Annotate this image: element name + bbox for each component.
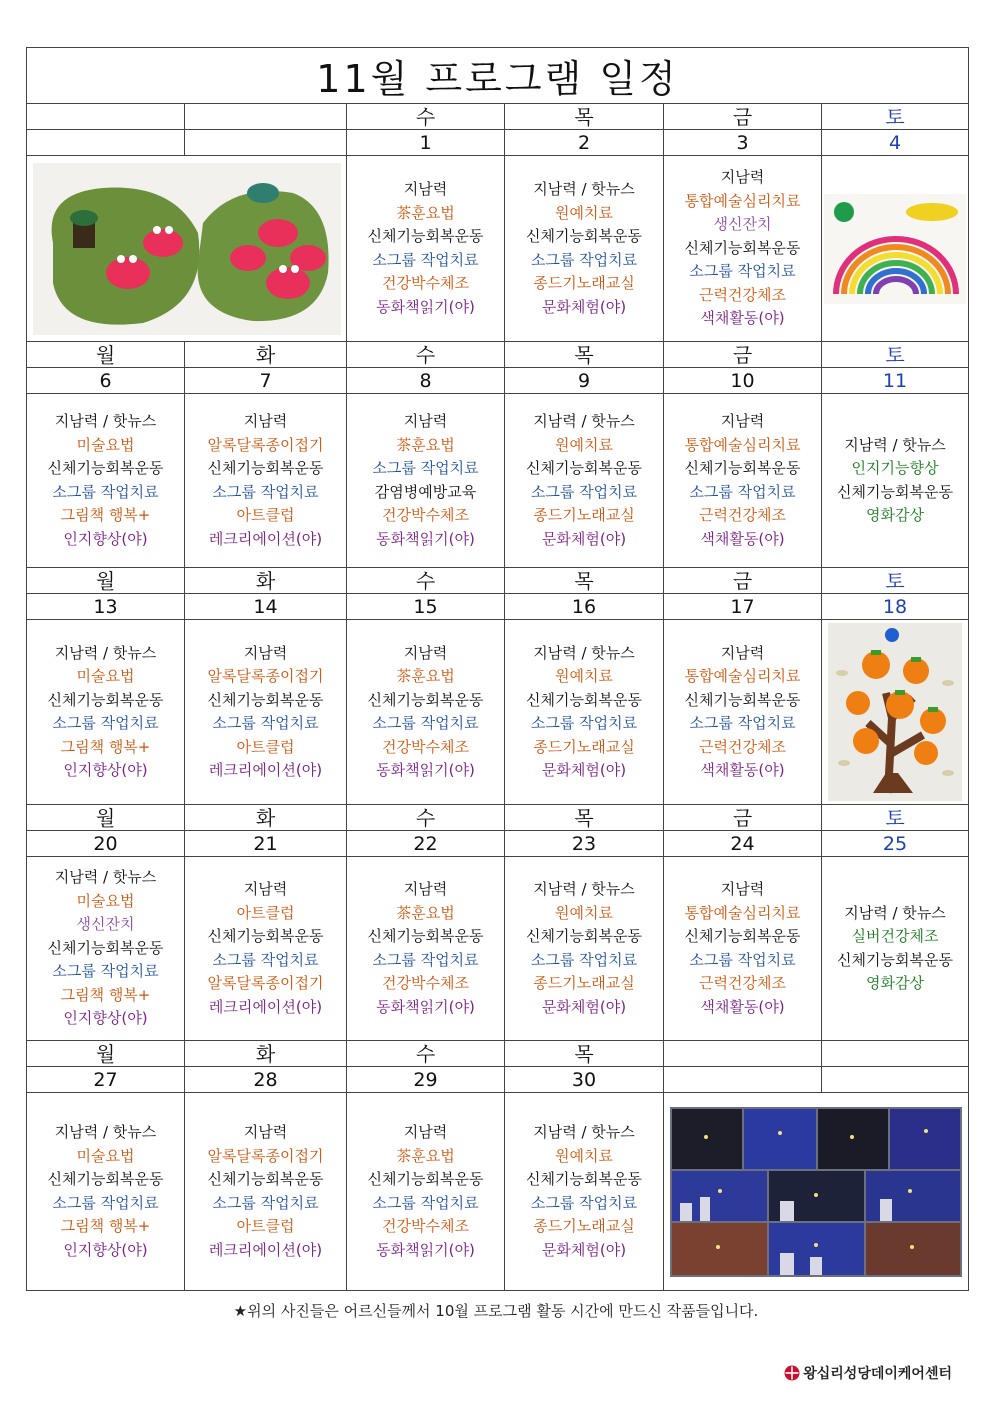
program-item: 소그룹 작업치료 bbox=[530, 950, 638, 969]
date-row bbox=[27, 1067, 969, 1093]
program-item: 그림책 행복+ bbox=[60, 985, 151, 1004]
program-item: 茶훈요법 bbox=[396, 203, 455, 222]
program-item: 소그룹 작업치료 bbox=[52, 1193, 159, 1212]
program-cell bbox=[27, 1093, 185, 1291]
program-cell bbox=[27, 620, 185, 805]
program-cell bbox=[185, 857, 347, 1041]
program-item: 소그룹 작업치료 bbox=[372, 459, 479, 477]
date-cell: 23 bbox=[505, 831, 664, 857]
program-item: 문화체험(야) bbox=[541, 297, 627, 316]
date-cell: 25 bbox=[822, 831, 969, 857]
program-item: 신체기능회복운동 bbox=[47, 459, 164, 477]
program-item: 근력건강체조 bbox=[699, 974, 786, 992]
program-cell bbox=[664, 620, 822, 805]
program-item: 레크리에이션(야) bbox=[208, 1240, 323, 1259]
program-item: 미술요법 bbox=[76, 891, 135, 910]
day-header-sat: 토 bbox=[822, 342, 969, 368]
program-item: 신체기능회복운동 bbox=[207, 1170, 324, 1188]
program-item: 인지기능향상 bbox=[851, 459, 939, 477]
program-item: 생신잔치 bbox=[76, 915, 135, 934]
date-cell: 11 bbox=[822, 368, 969, 394]
program-item: 소그룹 작업치료 bbox=[212, 1193, 319, 1212]
program-item: 원예치료 bbox=[555, 203, 613, 222]
program-cell bbox=[27, 394, 185, 568]
date-cell: 15 bbox=[347, 594, 505, 620]
program-item: 문화체험(야) bbox=[541, 997, 627, 1016]
day-header-sat: 토 bbox=[822, 568, 969, 594]
date-empty bbox=[822, 1067, 969, 1093]
program-row bbox=[27, 156, 969, 342]
program-item: 건강박수체조 bbox=[382, 974, 469, 992]
program-item: 그림책 행복+ bbox=[60, 506, 151, 524]
program-cell bbox=[505, 394, 664, 568]
program-item: 소그룹 작업치료 bbox=[689, 714, 796, 732]
program-item: 통합예술심리치료 bbox=[684, 435, 801, 454]
program-item: 신체기능회복운동 bbox=[837, 950, 953, 969]
program-item: 지남력 / 핫뉴스 bbox=[54, 1123, 157, 1141]
program-item: 소그룹 작업치료 bbox=[689, 262, 796, 281]
program-cell bbox=[185, 394, 347, 568]
program-item: 근력건강체조 bbox=[699, 737, 786, 756]
program-item: 신체기능회복운동 bbox=[367, 227, 484, 245]
date-cell: 18 bbox=[822, 594, 969, 620]
program-item: 지남력 / 핫뉴스 bbox=[54, 868, 157, 887]
program-item: 문화체험(야) bbox=[541, 1240, 627, 1259]
date-empty bbox=[664, 1067, 822, 1093]
program-item: 소그룹 작업치료 bbox=[212, 482, 319, 501]
program-cell bbox=[664, 857, 822, 1041]
program-item: 지남력 bbox=[720, 168, 765, 187]
program-item: 신체기능회복운동 bbox=[47, 938, 164, 957]
program-item: 영화감상 bbox=[866, 974, 924, 992]
date-cell: 21 bbox=[185, 831, 347, 857]
date-cell: 3 bbox=[664, 130, 822, 156]
day-header-row bbox=[27, 1041, 969, 1067]
date-cell: 4 bbox=[822, 130, 969, 156]
program-item: 원예치료 bbox=[555, 903, 613, 922]
program-item: 미술요법 bbox=[76, 435, 135, 454]
program-cell bbox=[822, 394, 969, 568]
program-item: 지남력 bbox=[243, 1123, 288, 1141]
program-item: 신체기능회복운동 bbox=[367, 1170, 484, 1188]
program-item: 동화책읽기(야) bbox=[376, 761, 475, 779]
program-item: 茶훈요법 bbox=[396, 903, 455, 922]
program-item: 인지향상(야) bbox=[63, 1009, 148, 1028]
program-item: 건강박수체조 bbox=[382, 1217, 469, 1235]
program-item: 지남력 bbox=[403, 180, 448, 198]
day-header-fri: 금 bbox=[664, 805, 822, 831]
program-cell bbox=[505, 156, 664, 342]
date-empty bbox=[27, 130, 185, 156]
program-item: 건강박수체조 bbox=[382, 274, 469, 292]
program-item: 아트클럽 bbox=[236, 506, 295, 524]
day-header-tue: 화 bbox=[185, 805, 347, 831]
day-header-row bbox=[27, 342, 969, 368]
program-item: 동화책읽기(야) bbox=[376, 1240, 475, 1259]
brand-name: 왕십리성당데이케어센터 bbox=[803, 1366, 952, 1382]
photo-cell bbox=[822, 620, 969, 805]
program-item: 근력건강체조 bbox=[699, 506, 786, 524]
day-header-wed: 수 bbox=[347, 1041, 505, 1067]
program-item: 지남력 / 핫뉴스 bbox=[54, 412, 157, 430]
program-item: 근력건강체조 bbox=[699, 285, 786, 304]
program-item: 색채활동(야) bbox=[700, 309, 785, 328]
program-item: 소그룹 작업치료 bbox=[52, 482, 159, 501]
day-header-tue: 화 bbox=[185, 1041, 347, 1067]
program-item: 영화감상 bbox=[866, 506, 924, 524]
program-item: 건강박수체조 bbox=[382, 737, 469, 756]
day-header-fri: 금 bbox=[664, 104, 822, 130]
date-cell: 29 bbox=[347, 1067, 505, 1093]
rainbow-drawing-photo bbox=[824, 194, 966, 304]
program-item: 아트클럽 bbox=[236, 903, 295, 922]
day-header-empty bbox=[664, 1041, 822, 1067]
date-cell: 7 bbox=[185, 368, 347, 394]
program-item: 레크리에이션(야) bbox=[208, 997, 323, 1016]
program-row bbox=[27, 394, 969, 568]
program-item: 알록달록종이접기 bbox=[207, 1146, 324, 1165]
program-item: 원예치료 bbox=[555, 667, 613, 685]
day-header-empty bbox=[822, 1041, 969, 1067]
program-item: 지남력 / 핫뉴스 bbox=[533, 880, 635, 898]
program-item: 지남력 bbox=[243, 412, 288, 430]
day-header-thu: 목 bbox=[505, 104, 664, 130]
program-item: 동화책읽기(야) bbox=[376, 297, 475, 316]
program-item: 지남력 / 핫뉴스 bbox=[844, 903, 946, 922]
day-header-sat: 토 bbox=[822, 805, 969, 831]
program-item: 지남력 bbox=[403, 643, 448, 662]
program-item: 인지향상(야) bbox=[63, 761, 148, 779]
program-cell bbox=[664, 394, 822, 568]
program-item: 소그룹 작업치료 bbox=[372, 714, 479, 732]
day-header-wed: 수 bbox=[347, 805, 505, 831]
footnote: ★위의 사진들은 어르신들께서 10월 프로그램 활동 시간에 만드신 작품들입니다. bbox=[233, 1302, 759, 1320]
program-item: 지남력 / 핫뉴스 bbox=[533, 412, 635, 430]
photo-cell bbox=[27, 156, 347, 342]
date-cell: 10 bbox=[664, 368, 822, 394]
program-cell bbox=[347, 857, 505, 1041]
day-header-row bbox=[27, 104, 969, 130]
program-cell bbox=[505, 1093, 664, 1291]
day-header-thu: 목 bbox=[505, 568, 664, 594]
program-cell bbox=[664, 156, 822, 342]
program-item: 茶훈요법 bbox=[396, 667, 455, 685]
program-row bbox=[27, 1093, 969, 1291]
program-item: 원예치료 bbox=[555, 435, 613, 454]
program-item: 소그룹 작업치료 bbox=[212, 714, 319, 732]
date-row bbox=[27, 831, 969, 857]
date-row bbox=[27, 594, 969, 620]
persimmon-tree-collage-photo bbox=[828, 623, 962, 801]
program-cell bbox=[505, 620, 664, 805]
day-header-thu: 목 bbox=[505, 805, 664, 831]
day-header-sat: 토 bbox=[822, 104, 969, 130]
program-item: 인지향상(야) bbox=[63, 1240, 148, 1259]
program-item: 茶훈요법 bbox=[396, 1146, 455, 1165]
program-item: 지남력 bbox=[720, 412, 765, 430]
date-cell: 30 bbox=[505, 1067, 664, 1093]
program-cell bbox=[27, 857, 185, 1041]
program-item: 종드기노래교실 bbox=[533, 737, 635, 756]
program-item: 신체기능회복운동 bbox=[526, 927, 642, 945]
program-item: 신체기능회복운동 bbox=[526, 690, 642, 709]
program-item: 신체기능회복운동 bbox=[526, 227, 642, 245]
program-item: 레크리에이션(야) bbox=[208, 761, 323, 779]
program-item: 신체기능회복운동 bbox=[684, 459, 801, 477]
program-item: 미술요법 bbox=[76, 667, 135, 685]
program-item: 문화체험(야) bbox=[541, 529, 627, 548]
program-item: 통합예술심리치료 bbox=[684, 191, 801, 210]
schedule-table bbox=[26, 47, 969, 1291]
program-item: 신체기능회복운동 bbox=[207, 459, 324, 477]
program-item: 통합예술심리치료 bbox=[684, 667, 801, 685]
day-header-row bbox=[27, 805, 969, 831]
date-cell: 28 bbox=[185, 1067, 347, 1093]
program-item: 통합예술심리치료 bbox=[684, 903, 801, 922]
day-header-wed: 수 bbox=[347, 104, 505, 130]
program-item: 신체기능회복운동 bbox=[367, 690, 484, 709]
day-header-thu: 목 bbox=[505, 342, 664, 368]
program-item: 소그룹 작업치료 bbox=[689, 482, 796, 501]
program-cell bbox=[347, 394, 505, 568]
program-item: 신체기능회복운동 bbox=[526, 459, 642, 477]
program-item: 지남력 / 핫뉴스 bbox=[844, 435, 946, 454]
date-cell: 16 bbox=[505, 594, 664, 620]
program-item: 신체기능회복운동 bbox=[47, 690, 164, 709]
program-item: 소그룹 작업치료 bbox=[212, 950, 319, 969]
day-header-empty bbox=[185, 104, 347, 130]
program-item: 건강박수체조 bbox=[382, 506, 469, 524]
program-item: 지남력 bbox=[403, 412, 448, 430]
caritas-cross-icon bbox=[784, 1365, 800, 1381]
program-cell bbox=[505, 857, 664, 1041]
day-header-mon: 월 bbox=[27, 1041, 185, 1067]
date-cell: 27 bbox=[27, 1067, 185, 1093]
program-item: 지남력 / 핫뉴스 bbox=[54, 643, 157, 662]
clay-crabs-photo bbox=[33, 163, 341, 335]
program-item: 알록달록종이접기 bbox=[207, 435, 324, 454]
day-header-mon: 월 bbox=[27, 342, 185, 368]
program-item: 신체기능회복운동 bbox=[207, 927, 324, 945]
program-item: 알록달록종이접기 bbox=[207, 974, 324, 992]
date-cell: 20 bbox=[27, 831, 185, 857]
program-item: 종드기노래교실 bbox=[533, 1217, 635, 1235]
program-cell bbox=[347, 620, 505, 805]
day-header-wed: 수 bbox=[347, 342, 505, 368]
program-item: 동화책읽기(야) bbox=[376, 529, 475, 548]
date-cell: 22 bbox=[347, 831, 505, 857]
program-item: 색채활동(야) bbox=[700, 529, 785, 548]
program-item: 소그룹 작업치료 bbox=[372, 950, 479, 969]
photo-cell bbox=[822, 156, 969, 342]
program-item: 색채활동(야) bbox=[700, 761, 785, 779]
program-item: 지남력 / 핫뉴스 bbox=[533, 1123, 635, 1141]
day-header-mon: 월 bbox=[27, 805, 185, 831]
program-cell bbox=[185, 620, 347, 805]
day-header-tue: 화 bbox=[185, 568, 347, 594]
program-item: 실버건강체조 bbox=[851, 927, 939, 945]
program-item: 지남력 bbox=[243, 643, 288, 662]
fireworks-cityscape-photo bbox=[670, 1107, 962, 1277]
date-empty bbox=[185, 130, 347, 156]
program-cell bbox=[185, 1093, 347, 1291]
program-item: 아트클럽 bbox=[236, 737, 295, 756]
program-item: 종드기노래교실 bbox=[533, 974, 635, 992]
program-item: 소그룹 작업치료 bbox=[689, 950, 796, 969]
program-item: 신체기능회복운동 bbox=[684, 690, 801, 709]
date-cell: 9 bbox=[505, 368, 664, 394]
program-item: 신체기능회복운동 bbox=[207, 690, 324, 709]
program-item: 소그룹 작업치료 bbox=[52, 962, 159, 981]
program-item: 종드기노래교실 bbox=[533, 274, 635, 292]
day-header-fri: 금 bbox=[664, 568, 822, 594]
program-item: 지남력 bbox=[403, 1123, 448, 1141]
program-item: 아트클럽 bbox=[236, 1217, 295, 1235]
program-item: 신체기능회복운동 bbox=[684, 238, 801, 257]
program-item: 지남력 bbox=[403, 880, 448, 898]
program-item: 지남력 / 핫뉴스 bbox=[533, 180, 635, 198]
program-row bbox=[27, 620, 969, 805]
program-item: 레크리에이션(야) bbox=[208, 529, 323, 548]
program-cell bbox=[822, 857, 969, 1041]
program-item: 인지향상(야) bbox=[63, 529, 148, 548]
program-item: 소그룹 작업치료 bbox=[530, 714, 638, 732]
program-item: 소그룹 작업치료 bbox=[372, 1193, 479, 1212]
program-item: 소그룹 작업치료 bbox=[530, 482, 638, 501]
day-header-thu: 목 bbox=[505, 1041, 664, 1067]
program-item: 신체기능회복운동 bbox=[526, 1170, 642, 1188]
date-cell: 17 bbox=[664, 594, 822, 620]
program-item: 신체기능회복운동 bbox=[47, 1170, 164, 1188]
program-item: 소그룹 작업치료 bbox=[530, 1193, 638, 1212]
program-item: 감염병예방교육 bbox=[374, 482, 477, 501]
program-item: 茶훈요법 bbox=[396, 435, 455, 454]
brand-logo bbox=[784, 1363, 952, 1383]
date-cell: 13 bbox=[27, 594, 185, 620]
day-header-mon: 월 bbox=[27, 568, 185, 594]
day-header-tue: 화 bbox=[185, 342, 347, 368]
date-cell: 8 bbox=[347, 368, 505, 394]
photo-cell bbox=[664, 1093, 969, 1291]
program-item: 그림책 행복+ bbox=[60, 737, 151, 756]
date-row bbox=[27, 130, 969, 156]
program-cell bbox=[347, 156, 505, 342]
program-item: 생신잔치 bbox=[713, 215, 772, 234]
program-item: 소그룹 작업치료 bbox=[530, 250, 638, 269]
program-item: 그림책 행복+ bbox=[60, 1217, 151, 1235]
program-item: 종드기노래교실 bbox=[533, 506, 635, 524]
program-item: 원예치료 bbox=[555, 1146, 613, 1165]
schedule-sheet bbox=[26, 47, 968, 1291]
program-item: 신체기능회복운동 bbox=[837, 482, 953, 501]
program-item: 문화체험(야) bbox=[541, 761, 627, 779]
program-item: 신체기능회복운동 bbox=[367, 927, 484, 945]
program-item: 소그룹 작업치료 bbox=[372, 250, 479, 269]
program-item: 지남력 bbox=[720, 880, 765, 898]
date-row bbox=[27, 368, 969, 394]
day-header-fri: 금 bbox=[664, 342, 822, 368]
day-header-empty bbox=[27, 104, 185, 130]
program-row bbox=[27, 857, 969, 1041]
program-item: 지남력 bbox=[720, 643, 765, 662]
program-item: 신체기능회복운동 bbox=[684, 927, 801, 945]
date-cell: 24 bbox=[664, 831, 822, 857]
date-cell: 6 bbox=[27, 368, 185, 394]
date-cell: 1 bbox=[347, 130, 505, 156]
program-item: 색채활동(야) bbox=[700, 997, 785, 1016]
page-title: 11월 프로그램 일정 bbox=[27, 48, 969, 104]
program-item: 소그룹 작업치료 bbox=[52, 714, 159, 732]
program-item: 미술요법 bbox=[76, 1146, 135, 1165]
day-header-row bbox=[27, 568, 969, 594]
date-cell: 2 bbox=[505, 130, 664, 156]
program-cell bbox=[347, 1093, 505, 1291]
program-item: 지남력 bbox=[243, 880, 288, 898]
date-cell: 14 bbox=[185, 594, 347, 620]
program-item: 알록달록종이접기 bbox=[207, 667, 324, 685]
day-header-wed: 수 bbox=[347, 568, 505, 594]
program-item: 지남력 / 핫뉴스 bbox=[533, 643, 635, 662]
program-item: 동화책읽기(야) bbox=[376, 997, 475, 1016]
